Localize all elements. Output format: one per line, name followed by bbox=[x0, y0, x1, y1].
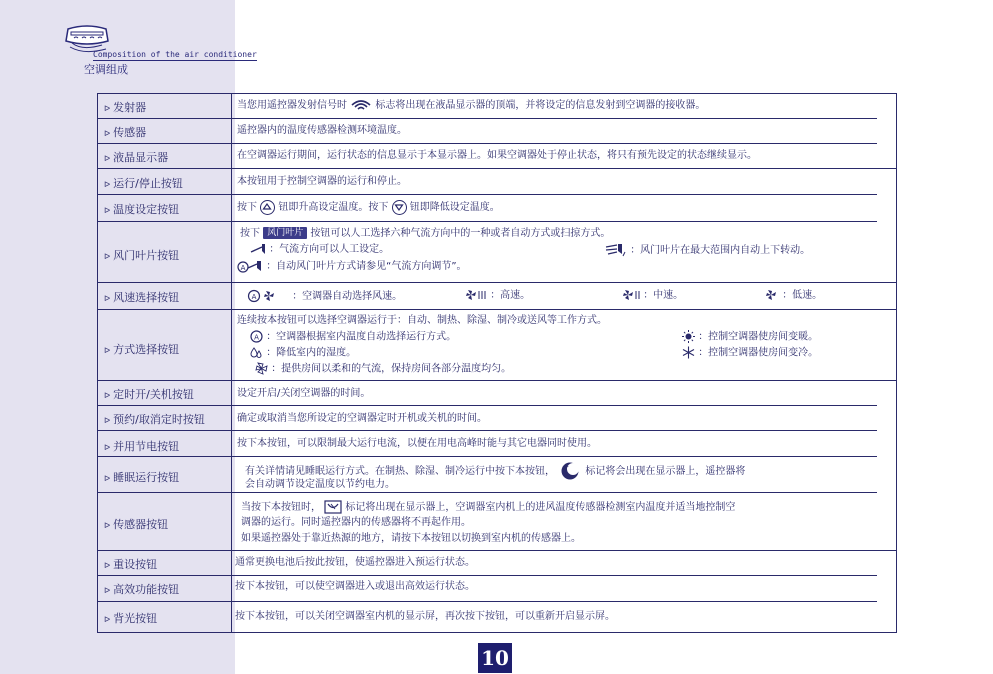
row-label-turbo: ᐅ 高效功能按钮 bbox=[104, 583, 180, 596]
row-desc-backlight: 按下本按钮，可以关闭空调器室内机的显示屏，再次按下按钮，可以重新开启显示屏。 bbox=[235, 611, 615, 622]
row-desc-louver-line2: ：气流方向可以人工设定。 bbox=[250, 243, 389, 256]
sun-icon bbox=[682, 330, 695, 343]
section-title-en: Composition of the air conditioner bbox=[93, 50, 257, 59]
row-desc-sensor-button-line2: 调器的运行。同时遥控器内的传感器将不再起作用。 bbox=[241, 517, 471, 528]
row-desc-mode-fan: ：提供房间以柔和的气流，保持房间各部分温度均匀。 bbox=[255, 362, 511, 376]
fan-medium-icon bbox=[622, 289, 640, 301]
row-desc-lcd: 在空调器运行期间，运行状态的信息显示于本显示器上。如果空调器处于停止状态，将只有预先设定的状态继续显示。 bbox=[237, 150, 757, 161]
row-desc-turbo: 按下本按钮，可以使空调器进入或退出高效运行状态。 bbox=[235, 581, 475, 592]
page-number: 10 bbox=[478, 643, 512, 673]
row-divider bbox=[97, 143, 877, 144]
fan-high-icon bbox=[465, 289, 487, 301]
row-desc-mode-line1: 连续按本按钮可以选择空调器运行于：自动、制热、除湿、制冷或送风等工作方式。 bbox=[237, 315, 607, 326]
row-divider bbox=[97, 194, 877, 195]
row-desc-louver-line1: 按下 风门叶片 按钮可以人工选择六种气流方向中的一种或者自动方式或扫掠方式。 bbox=[240, 228, 611, 239]
row-label-sensor-button: ᐅ 传感器按钮 bbox=[104, 518, 169, 531]
row-desc-mode-auto: A ：空调器根据室内温度自动选择运行方式。 bbox=[250, 330, 456, 344]
fan-auto-icon bbox=[247, 289, 279, 303]
row-desc-sensor-button-line3: 如果遥控器处于靠近热源的地方，请按下本按钮以切换到室内机的传感器上。 bbox=[241, 533, 581, 544]
row-desc-transmitter: 当您用遥控器发射信号时 标志将出现在液晶显示器的顶端，并将设定的信息发射到空调器的接收器。 bbox=[237, 100, 706, 111]
row-divider bbox=[97, 575, 877, 576]
sensor-icon bbox=[324, 500, 342, 514]
row-desc-sleep-line2: 会自动调节设定温度以节约电力。 bbox=[245, 479, 395, 490]
signal-icon bbox=[350, 99, 372, 111]
row-label-preset: ᐅ 预约/取消定时按钮 bbox=[104, 413, 205, 426]
row-label-timer: ᐅ 定时开/关机按钮 bbox=[104, 388, 194, 401]
svg-text:A: A bbox=[254, 333, 259, 342]
row-desc-sensor-button-line1: 当按下本按钮时， 标记将出现在显示器上，空调器室内机上的进风温度传感器检测室内温度并适当地控制空 bbox=[241, 502, 736, 513]
svg-text:A: A bbox=[240, 264, 246, 272]
row-desc-timer: 设定开启/关闭空调器的时间。 bbox=[237, 388, 371, 399]
row-label-reset: ᐅ 重设按钮 bbox=[104, 558, 158, 571]
svg-text:A: A bbox=[251, 293, 257, 301]
row-desc-sensor: 遥控器内的温度传感器检测环境温度。 bbox=[237, 125, 407, 136]
row-divider bbox=[97, 118, 877, 119]
table-column-divider bbox=[231, 93, 232, 633]
row-desc-fan-low: ：低速。 bbox=[765, 289, 822, 302]
sleep-moon-icon bbox=[558, 462, 582, 480]
auto-louver-icon bbox=[237, 259, 263, 273]
row-divider bbox=[97, 282, 897, 283]
row-desc-eco: 按下本按钮，可以限制最大运行电流，以便在用电高峰时能与其它电器同时使用。 bbox=[237, 438, 597, 449]
row-desc-louver-line3: A ：自动风门叶片方式请参见“气流方向调节”。 bbox=[237, 259, 467, 273]
row-desc-fan-mid: ：中速。 bbox=[622, 289, 683, 302]
svg-text:+: + bbox=[564, 464, 570, 471]
row-desc-preset: 确定或取消当您所设定的空调器定时开机或关机的时间。 bbox=[237, 413, 487, 424]
row-divider bbox=[97, 168, 897, 169]
row-desc-temp: 按下 钮即升高设定温度。按下 钮即降低设定温度。 bbox=[237, 199, 500, 216]
snowflake-icon bbox=[682, 346, 695, 359]
row-desc-mode-heat: ：控制空调器使房间变暖。 bbox=[682, 330, 818, 344]
temp-down-icon bbox=[392, 200, 407, 215]
row-label-sleep: ᐅ 睡眠运行按钮 bbox=[104, 471, 180, 484]
row-desc-mode-cool: ：控制空调器使房间变冷。 bbox=[682, 346, 818, 360]
swing-louver-icon bbox=[605, 243, 627, 257]
louver-button-tag: 风门叶片 bbox=[263, 227, 307, 239]
row-divider bbox=[97, 380, 897, 381]
row-desc-onoff: 本按钮用于控制空调器的运行和停止。 bbox=[237, 176, 407, 187]
row-divider bbox=[97, 430, 877, 431]
row-divider bbox=[97, 405, 877, 406]
row-label-lcd: ᐅ 液晶显示器 bbox=[104, 151, 169, 164]
row-label-backlight: ᐅ 背光按钮 bbox=[104, 612, 158, 625]
row-label-onoff: ᐅ 运行/停止按钮 bbox=[104, 177, 183, 190]
row-desc-fan-high: ：高速。 bbox=[465, 289, 530, 302]
row-desc-sleep-line1: 有关详情请见睡眠运行方式。在制热、除湿、制冷运行中按下本按钮， + 标记将会出现在显示器上，遥控器将 bbox=[245, 462, 745, 480]
row-divider bbox=[97, 309, 897, 310]
row-divider bbox=[97, 221, 877, 222]
manual-louver-icon bbox=[250, 243, 266, 255]
row-label-transmitter: ᐅ 发射器 bbox=[104, 101, 147, 114]
row-label-eco: ᐅ 并用节电按钮 bbox=[104, 440, 180, 453]
fan-low-icon bbox=[765, 289, 779, 301]
mode-auto-icon bbox=[250, 330, 263, 343]
section-title-cn: 空调组成 bbox=[84, 63, 128, 76]
row-divider bbox=[97, 601, 877, 602]
row-desc-reset: 通常更换电池后按此按钮，使遥控器进入预运行状态。 bbox=[235, 557, 475, 568]
row-label-louver: ᐅ 风门叶片按钮 bbox=[104, 249, 180, 262]
row-desc-fan-auto: A ：空调器自动选择风速。 bbox=[247, 289, 402, 303]
row-label-temp: ᐅ 温度设定按钮 bbox=[104, 203, 180, 216]
row-label-fan: ᐅ 风速选择按钮 bbox=[104, 291, 180, 304]
droplet-icon bbox=[250, 346, 263, 359]
temp-up-icon bbox=[260, 200, 275, 215]
fan-mode-icon bbox=[255, 362, 268, 375]
row-desc-mode-dry: ：降低室内的湿度。 bbox=[250, 346, 356, 360]
row-label-sensor: ᐅ 传感器 bbox=[104, 126, 147, 139]
row-label-mode: ᐅ 方式选择按钮 bbox=[104, 343, 180, 356]
row-divider bbox=[97, 550, 897, 551]
row-divider bbox=[97, 456, 877, 457]
row-divider bbox=[97, 492, 877, 493]
row-desc-louver-swing: ：风门叶片在最大范围内自动上下转动。 bbox=[605, 243, 810, 257]
